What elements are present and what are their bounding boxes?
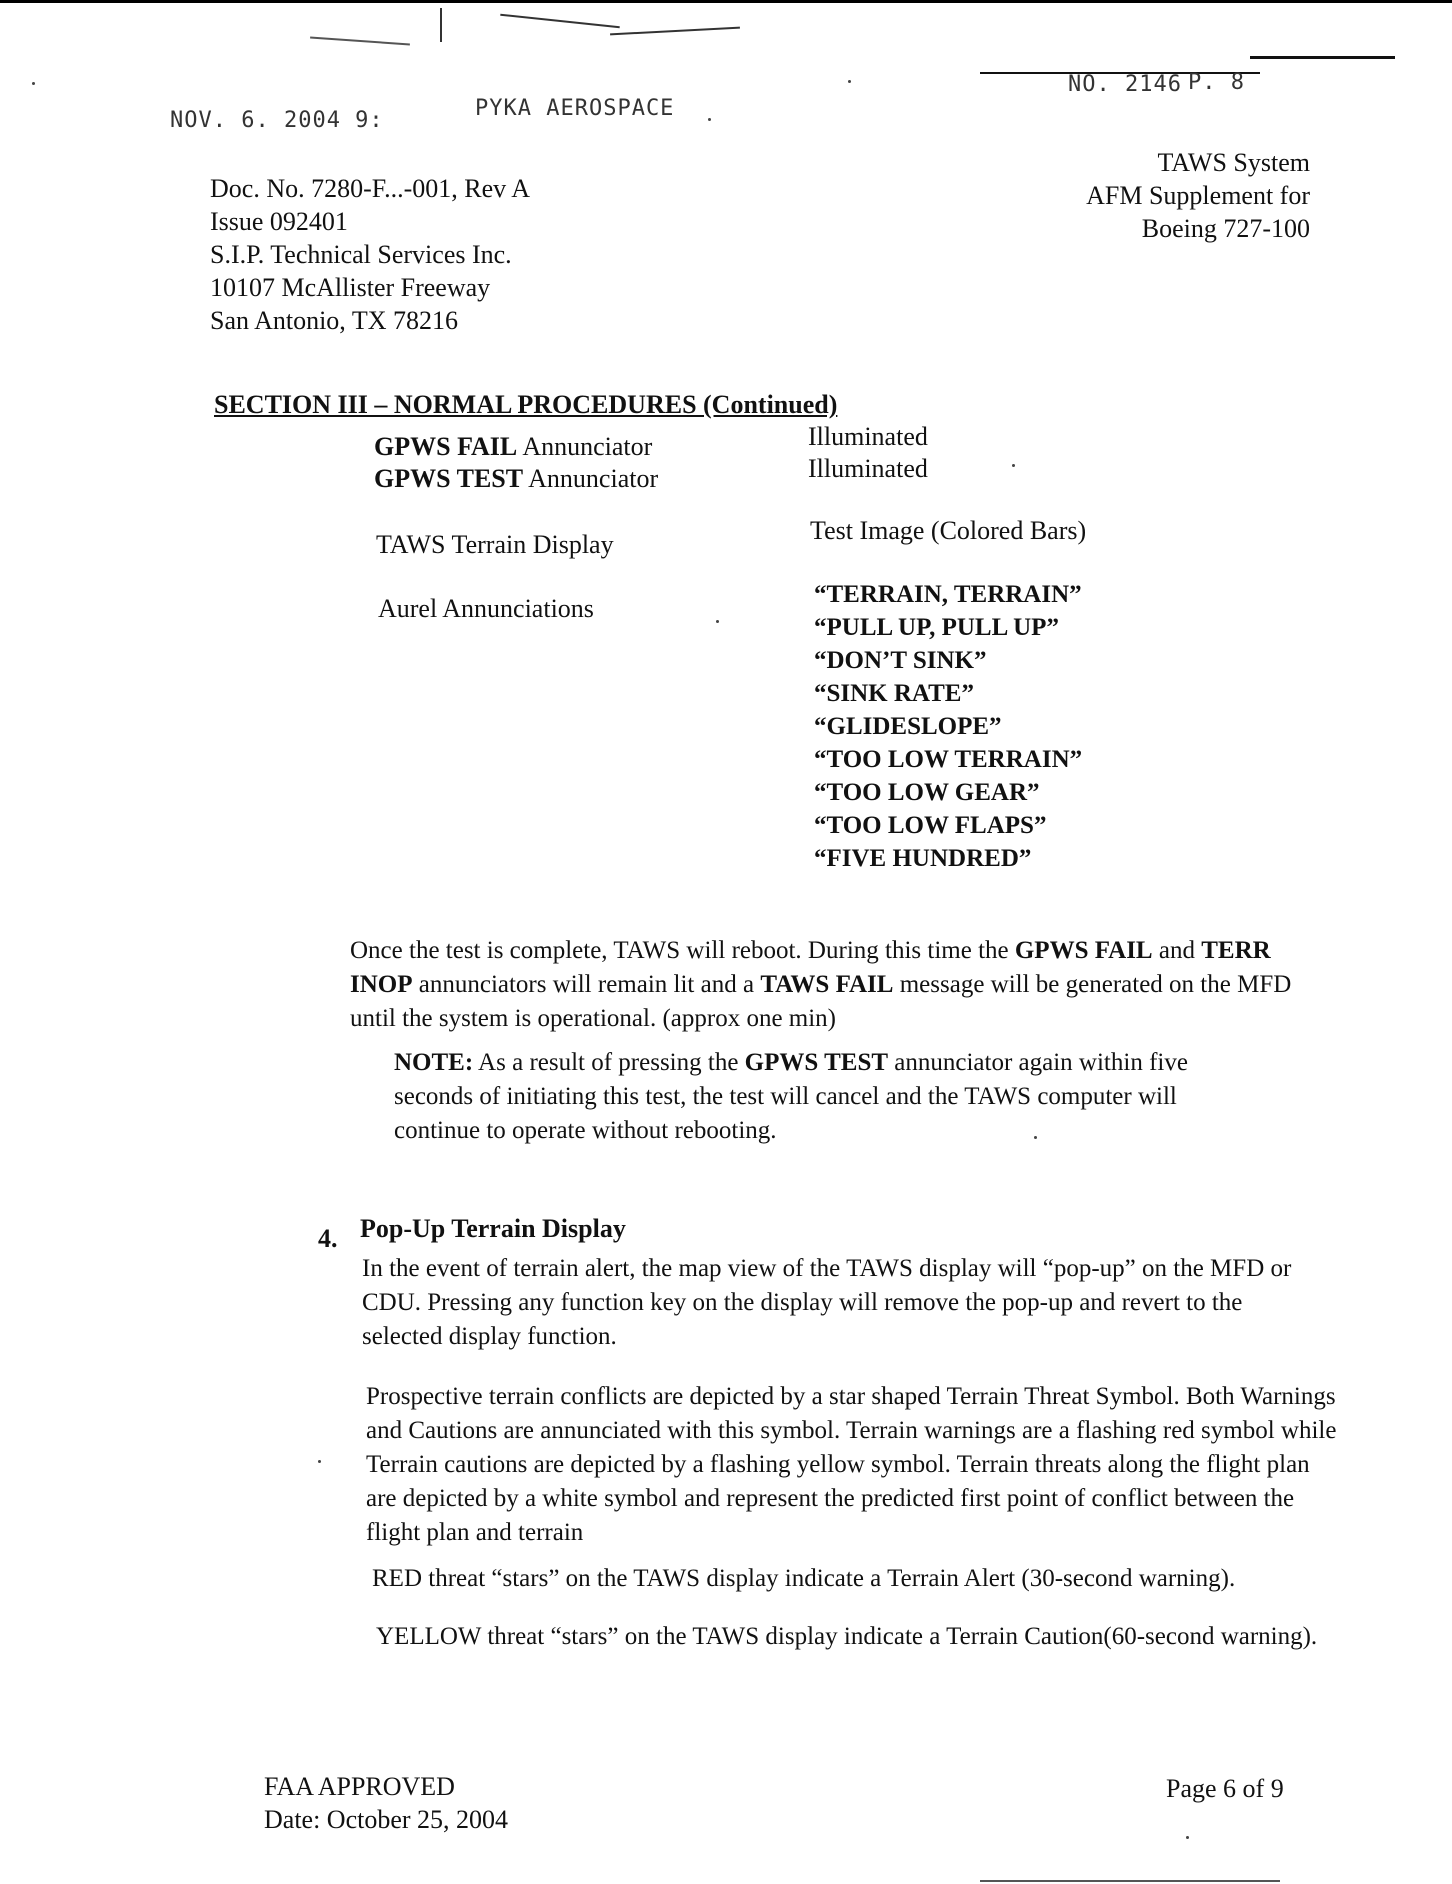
section-heading: SECTION III – NORMAL PROCEDURES (Continued) — [214, 390, 838, 419]
aural-callout: “FIVE HUNDRED” — [814, 845, 1032, 872]
popup-section-number: 4. — [318, 1224, 338, 1253]
aural-callout: “TERRAIN, TERRAIN” — [814, 581, 1082, 608]
title-supplement: AFM Supplement for — [1086, 181, 1310, 210]
footer-approval — [264, 1770, 508, 1836]
title-system: TAWS System — [1157, 148, 1310, 177]
popup-para-3: RED threat “stars” on the TAWS display indicate a Terrain Alert (30-second warning). — [372, 1565, 1236, 1592]
scan-speck — [1034, 1136, 1037, 1139]
title-block — [1086, 146, 1310, 245]
scan-speck — [32, 82, 35, 85]
test-item-value: Test Image (Colored Bars) — [810, 516, 1087, 545]
test-item-value: Illuminated — [808, 422, 928, 451]
reboot-text: and — [1152, 937, 1202, 964]
popup-section-title: Pop-Up Terrain Display — [360, 1214, 626, 1243]
fax-scan-line-2 — [610, 27, 740, 36]
fax-company: PYKA AEROSPACE — [475, 96, 675, 121]
note-bold-gpws-test: GPWS TEST — [744, 1049, 889, 1076]
test-item-label-bold: GPWS TEST — [374, 464, 524, 493]
page-number: Page 6 of 9 — [1166, 1774, 1284, 1803]
popup-para-1: In the event of terrain alert, the map view of the TAWS display will “pop-up” on the MFD or CDU. Pressing any function key on the display will remove the pop-up and revert to the selected display function. — [362, 1255, 1292, 1350]
test-item-label: TAWS Terrain Display — [376, 530, 614, 559]
reboot-bold-terr-inop: TERR INOP — [350, 937, 1271, 998]
reboot-bold-gpws-fail: GPWS FAIL — [1014, 937, 1153, 964]
test-item-label: Annunciator — [523, 464, 659, 493]
fax-scan-line — [500, 14, 620, 29]
reboot-text: message will be generated on the MFD until the system is operational. (approx one min) — [350, 971, 1292, 1032]
scan-speck — [716, 620, 719, 623]
aural-callout: “TOO LOW FLAPS” — [814, 812, 1047, 839]
test-item-value: Illuminated — [808, 454, 928, 483]
aural-callout: “PULL UP, PULL UP” — [814, 614, 1059, 641]
doc-number: Doc. No. 7280-F...-001, Rev A — [210, 174, 531, 203]
note-text: As a result of pressing the — [473, 1049, 745, 1076]
reboot-paragraph — [350, 934, 1316, 1036]
fax-scan-line-4 — [310, 37, 410, 46]
fax-bottom-rule — [980, 1880, 1280, 1882]
reboot-text: annunciators will remain lit and a — [412, 971, 761, 998]
doc-info-block — [210, 172, 530, 337]
scan-speck — [318, 1460, 321, 1463]
reboot-text: Once the test is complete, TAWS will reboot. During this time the — [350, 937, 1015, 964]
scan-speck — [1012, 464, 1015, 467]
note-label: NOTE: — [394, 1049, 474, 1076]
aural-callout-list — [814, 578, 1082, 875]
title-aircraft: Boeing 727-100 — [1141, 214, 1310, 243]
note-text: annunciator again within five seconds of initiating this test, the test will cancel and the TAWS computer will continue to operate without rebooting. — [394, 1049, 1188, 1144]
popup-para-2: Prospective terrain conflicts are depicted by a star shaped Terrain Threat Symbol. Both Warnings and Cautions are annunciated with this symbol. Terrain warnings are a flashing red symbol while Terrain cautions are depicted by a flashing yellow symbol. Terrain threats along the flight plan are depicted by a white symbol and represent the predicted first point of conflict between the flight plan and terrain — [366, 1383, 1337, 1546]
fax-number: NO. 2146 — [1068, 72, 1182, 97]
aural-callout: “TOO LOW TERRAIN” — [814, 746, 1083, 773]
aural-callout: “GLIDESLOPE” — [814, 713, 1002, 740]
test-item-terrain-display — [376, 528, 614, 561]
test-item-label-bold: GPWS FAIL — [374, 432, 518, 461]
faa-approved: FAA APPROVED — [264, 1772, 455, 1801]
scan-speck — [1186, 1836, 1189, 1839]
scan-speck — [708, 118, 711, 121]
doc-city: San Antonio, TX 78216 — [210, 306, 458, 335]
aural-callout: “TOO LOW GEAR” — [814, 779, 1040, 806]
test-item-gpws-test — [374, 462, 658, 495]
fax-page-marker: P. 8 — [1188, 70, 1245, 95]
note-paragraph — [394, 1046, 1224, 1148]
popup-para-4: YELLOW threat “stars” on the TAWS display indicate a Terrain Caution(60-second warning). — [376, 1623, 1318, 1650]
aural-callout: “SINK RATE” — [814, 680, 974, 707]
fax-top-rule — [0, 0, 1452, 3]
doc-company: S.I.P. Technical Services Inc. — [210, 240, 512, 269]
doc-street: 10107 McAllister Freeway — [210, 273, 491, 302]
reboot-bold-taws-fail: TAWS FAIL — [760, 971, 894, 998]
doc-issue: Issue 092401 — [210, 207, 348, 236]
test-item-gpws-fail — [374, 430, 652, 463]
fax-header-rule-right — [1250, 56, 1395, 59]
fax-date-time: NOV. 6. 2004 9: — [170, 108, 384, 133]
fax-scan-line-3 — [440, 8, 442, 42]
test-item-label: Annunciator — [517, 432, 653, 461]
aural-callout: “DON’T SINK” — [814, 647, 987, 674]
scan-speck — [848, 80, 851, 83]
approval-date: Date: October 25, 2004 — [264, 1805, 509, 1834]
aural-label: Aurel Annunciations — [378, 594, 594, 623]
